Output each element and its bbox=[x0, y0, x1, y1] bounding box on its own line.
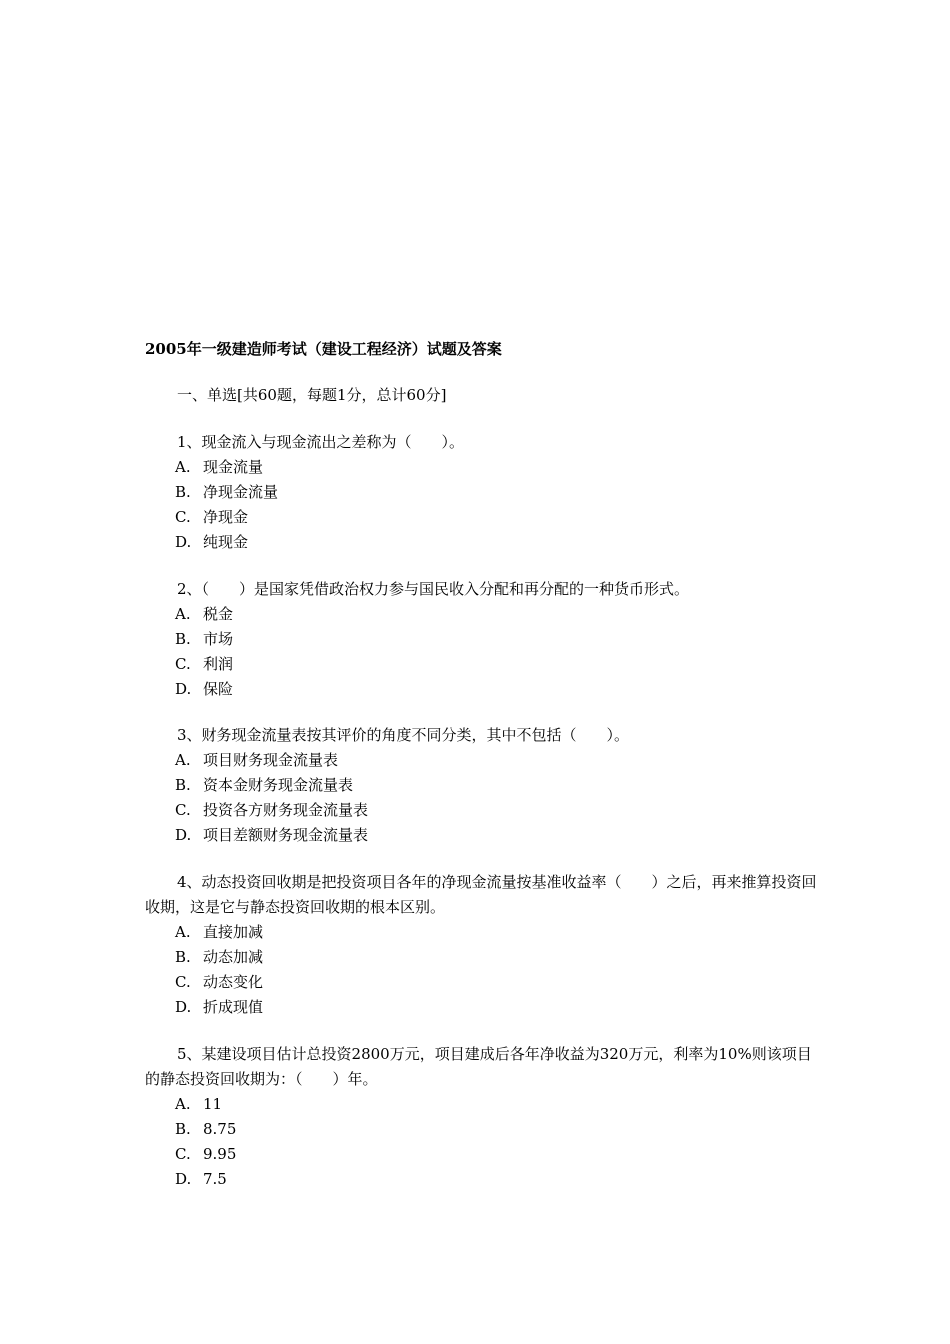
option-list bbox=[145, 602, 825, 702]
question-stem: 2、（ ）是国家凭借政治权力参与国民收入分配和再分配的一种货币形式。 bbox=[177, 580, 690, 598]
option-text: 项目差额财务现金流量表 bbox=[203, 826, 369, 844]
section-heading: 一、单选[共60题，每题1分，总计60分] bbox=[177, 386, 447, 404]
option-text: 项目财务现金流量表 bbox=[203, 751, 339, 769]
option-c bbox=[175, 1142, 825, 1167]
option-text: 市场 bbox=[203, 630, 234, 648]
option-letter: C. bbox=[175, 655, 191, 673]
option-a bbox=[175, 1092, 825, 1117]
option-letter: A. bbox=[175, 751, 191, 769]
option-letter: B. bbox=[175, 483, 191, 501]
option-b bbox=[175, 945, 825, 970]
option-text: 动态加减 bbox=[203, 948, 264, 966]
option-letter: A. bbox=[175, 458, 191, 476]
option-list bbox=[145, 920, 825, 1020]
option-letter: D. bbox=[175, 826, 192, 844]
option-letter: B. bbox=[175, 948, 191, 966]
option-b bbox=[175, 627, 825, 652]
option-a bbox=[175, 920, 825, 945]
option-c bbox=[175, 970, 825, 995]
option-text: 7.5 bbox=[203, 1170, 227, 1188]
option-letter: C. bbox=[175, 1145, 191, 1163]
option-letter: D. bbox=[175, 1170, 192, 1188]
option-d bbox=[175, 823, 825, 848]
question-stem: 3、财务现金流量表按其评价的角度不同分类，其中不包括（ ）。 bbox=[177, 726, 630, 744]
question-stem: 1、现金流入与现金流出之差称为（ ）。 bbox=[177, 433, 465, 451]
option-letter: B. bbox=[175, 1120, 191, 1138]
option-b bbox=[175, 480, 825, 505]
option-a bbox=[175, 602, 825, 627]
option-list bbox=[145, 1092, 825, 1192]
option-text: 净现金 bbox=[203, 508, 249, 526]
option-letter: D. bbox=[175, 680, 192, 698]
option-d bbox=[175, 530, 825, 555]
option-a bbox=[175, 748, 825, 773]
question-stem: 5、某建设项目估计总投资2800万元，项目建成后各年净收益为320万元，利率为10%则该项目的静态投资回收期为：（ ）年。 bbox=[145, 1045, 812, 1088]
option-c bbox=[175, 652, 825, 677]
option-letter: C. bbox=[175, 973, 191, 991]
option-text: 纯现金 bbox=[203, 533, 249, 551]
option-letter: A. bbox=[175, 1095, 191, 1113]
option-b bbox=[175, 773, 825, 798]
document-title: 2005年一级建造师考试（建设工程经济）试题及答案 bbox=[145, 340, 502, 358]
option-d bbox=[175, 1167, 825, 1192]
option-letter: A. bbox=[175, 605, 191, 623]
option-text: 折成现值 bbox=[203, 998, 264, 1016]
option-text: 资本金财务现金流量表 bbox=[203, 776, 354, 794]
option-letter: D. bbox=[175, 998, 192, 1016]
option-letter: C. bbox=[175, 801, 191, 819]
option-d bbox=[175, 995, 825, 1020]
option-c bbox=[175, 505, 825, 530]
option-text: 净现金流量 bbox=[203, 483, 279, 501]
question-3 bbox=[145, 723, 825, 848]
option-c bbox=[175, 798, 825, 823]
question-stem: 4、动态投资回收期是把投资项目各年的净现金流量按基准收益率（ ）之后，再来推算投资回收期，这是它与静态投资回收期的根本区别。 bbox=[145, 873, 817, 916]
option-text: 直接加减 bbox=[203, 923, 264, 941]
option-text: 税金 bbox=[203, 605, 234, 623]
option-b bbox=[175, 1117, 825, 1142]
option-d bbox=[175, 677, 825, 702]
option-letter: B. bbox=[175, 776, 191, 794]
option-a bbox=[175, 455, 825, 480]
option-letter: B. bbox=[175, 630, 191, 648]
option-text: 动态变化 bbox=[203, 973, 264, 991]
option-text: 保险 bbox=[203, 680, 234, 698]
option-letter: D. bbox=[175, 533, 192, 551]
option-text: 8.75 bbox=[203, 1120, 237, 1138]
question-2 bbox=[145, 577, 825, 702]
question-5 bbox=[145, 1042, 825, 1192]
option-text: 投资各方财务现金流量表 bbox=[203, 801, 369, 819]
option-letter: A. bbox=[175, 923, 191, 941]
option-letter: C. bbox=[175, 508, 191, 526]
question-4 bbox=[145, 870, 825, 1020]
option-text: 9.95 bbox=[203, 1145, 237, 1163]
option-text: 现金流量 bbox=[203, 458, 264, 476]
option-list bbox=[145, 748, 825, 848]
option-text: 11 bbox=[203, 1095, 223, 1113]
option-list bbox=[145, 455, 825, 555]
option-text: 利润 bbox=[203, 655, 234, 673]
question-1 bbox=[145, 430, 825, 555]
